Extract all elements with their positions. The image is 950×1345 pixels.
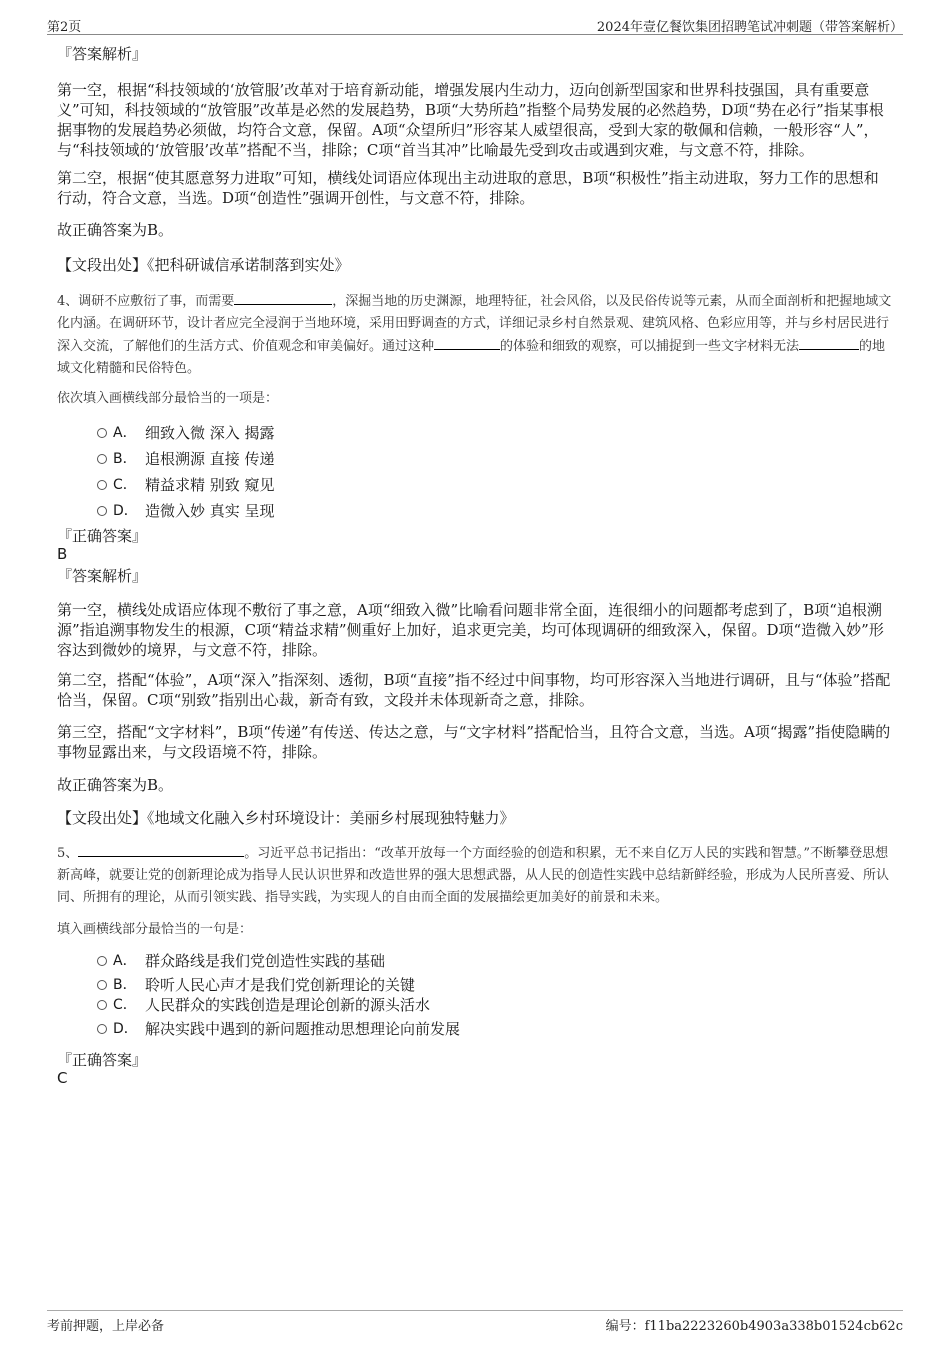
q4-stem-part3: 的体验和细致的观察，可以捕捉到一些文字材料无法 bbox=[500, 339, 800, 354]
q4-option-c[interactable]: C． 精益求精 别致 窥见 bbox=[57, 472, 893, 498]
q4-source: 【文段出处】《地域文化融入乡村环境设计：美丽乡村展现独特魅力》 bbox=[57, 809, 515, 827]
radio-icon[interactable] bbox=[97, 506, 107, 516]
q4-answer: B bbox=[57, 545, 68, 563]
q5-option-a[interactable]: A． 群众路线是我们党创造性实践的基础 bbox=[57, 948, 893, 972]
q4-instruction: 依次填入画横线部分最恰当的一项是： bbox=[57, 391, 279, 406]
q5-answer-label: 『正确答案』 bbox=[57, 1051, 148, 1069]
radio-icon[interactable] bbox=[97, 454, 107, 464]
q4-analysis-para1: 第一空，横线处成语应体现不敷衍了事之意，A项“细致入微”比喻看问题非常全面，连很细小的问题都考虑到了，B项“追根溯源”指追溯事物发生的根源，C项“精益求精”侧重好上加好，追求更完美，均可体现调研的细致深入，保留。D项“造微入妙”形容达到微妙的境界，与文意不符，排除。 bbox=[57, 601, 884, 659]
radio-icon[interactable] bbox=[97, 1000, 107, 1010]
page-header bbox=[47, 14, 903, 35]
q5-blank bbox=[78, 842, 244, 857]
radio-icon[interactable] bbox=[97, 480, 107, 490]
document-code: 编号：f11ba2223260b4903a338b01524cb62c bbox=[605, 1319, 903, 1334]
q4-conclusion: 故正确答案为B。 bbox=[57, 776, 174, 794]
q4-stem-part2: ，深掘当地的历史渊源，地理特征，社会风俗，以及民俗传说等元素，从而全面剖析和把握地域文化内涵。在调研环节，设计者应完全浸润于当地环境，采用田野调查的方式，详细记录乡村自然景观、建筑风格、色彩应用等，并与乡村居民进行深入交流，了解他们的生活方式、价值观念和审美偏好。通过这种 bbox=[57, 294, 892, 354]
document-title: 2024年壹亿餐饮集团招聘笔试冲刺题（带答案解析） bbox=[596, 20, 903, 35]
q5-stem bbox=[57, 842, 893, 909]
radio-icon[interactable] bbox=[97, 980, 107, 990]
q4-blank-1 bbox=[234, 290, 332, 305]
q4-option-d[interactable]: D． 造微入妙 真实 呈现 bbox=[57, 498, 893, 524]
q3-analysis-para1: 第一空，根据“科技领域的‘放管服’改革对于培育新动能，增强发展内生动力，迈向创新型国家和世界科技强国，具有重要意义”可知，科技领域的“放管服”改革是必然的发展趋势，B项“大势所趋”指整个局势发展的必然趋势，D项“势在必行”指某事根据事物的发展趋势必须做，均符合文意，保留。A项“众望所归”形容某人威望很高，受到大家的敬佩和信赖，一般形容“人”，与“科技领域的‘放管服’改革”搭配不当，排除；C项“首当其冲”比喻最先受到攻击或遇到灾难，与文意不符，排除。 bbox=[57, 81, 884, 159]
q4-stem bbox=[57, 290, 893, 380]
q5-option-b[interactable]: B． 聆听人民心声才是我们党创新理论的关键 bbox=[57, 972, 893, 992]
q4-analysis-para3: 第三空，搭配“文字材料”，B项“传递”有传送、传达之意，与“文字材料”搭配恰当，且符合文意，当选。A项“揭露”指使隐瞒的事物显露出来，与文段语境不符，排除。 bbox=[57, 723, 891, 761]
q5-options bbox=[57, 948, 893, 1042]
q5-option-c[interactable]: C． 人民群众的实践创造是理论创新的源头活水 bbox=[57, 992, 893, 1016]
page-number: 第2页 bbox=[47, 20, 82, 35]
page-footer bbox=[47, 1310, 903, 1333]
q3-conclusion: 故正确答案为B。 bbox=[57, 221, 174, 239]
radio-icon[interactable] bbox=[97, 428, 107, 438]
q4-blank-2 bbox=[434, 335, 500, 350]
q4-options bbox=[57, 420, 893, 524]
q4-stem-part1: 4、调研不应敷衍了事，而需要 bbox=[57, 294, 235, 309]
q5-answer: C bbox=[57, 1069, 68, 1087]
q5-option-d[interactable]: D． 解决实践中遇到的新问题推动思想理论向前发展 bbox=[57, 1016, 893, 1042]
q4-analysis-label: 『答案解析』 bbox=[57, 567, 148, 585]
q4-answer-label: 『正确答案』 bbox=[57, 527, 148, 545]
q4-option-a[interactable]: A． 细致入微 深入 揭露 bbox=[57, 420, 893, 446]
q3-analysis-label: 『答案解析』 bbox=[57, 45, 148, 63]
q4-option-b[interactable]: B． 追根溯源 直接 传递 bbox=[57, 446, 893, 472]
q3-source: 【文段出处】《把科研诚信承诺制落到实处》 bbox=[57, 256, 350, 274]
q4-stem-part4: 的地域文化精髓和民俗特色。 bbox=[57, 339, 886, 376]
q4-blank-3 bbox=[799, 335, 859, 350]
footer-slogan: 考前押题，上岸必备 bbox=[47, 1319, 165, 1334]
q5-number: 5、 bbox=[57, 846, 79, 861]
q4-analysis-para2: 第二空，搭配“体验”，A项“深入”指深刻、透彻，B项“直接”指不经过中间事物，均可形容深入当地进行调研，且与“体验”搭配恰当，保留。C项“别致”指别出心裁，新奇有致，文段并未体现新奇之意，排除。 bbox=[57, 671, 891, 709]
q5-instruction: 填入画横线部分最恰当的一句是： bbox=[57, 922, 253, 937]
q5-stem-text: 。习近平总书记指出：“改革开放每一个方面经验的创造和积累，无不来自亿万人民的实践和智慧。”不断攀登思想新高峰，就要让党的创新理论成为指导人民认识世界和改造世界的强大思想武器，从人民的创造性实践中总结新鲜经验，形成为人民所喜爱、所认同、所拥有的理论，从而引领实践、指导实践，为实现人的自由而全面的发展描绘更加美好的前景和未来。 bbox=[57, 846, 890, 905]
radio-icon[interactable] bbox=[97, 1024, 107, 1034]
q3-analysis-para2: 第二空，根据“使其愿意努力进取”可知，横线处词语应体现出主动进取的意思，B项“积极性”指主动进取，努力工作的思想和行动，符合文意，当选。D项“创造性”强调开创性，与文意不符，排除。 bbox=[57, 169, 879, 207]
radio-icon[interactable] bbox=[97, 956, 107, 966]
